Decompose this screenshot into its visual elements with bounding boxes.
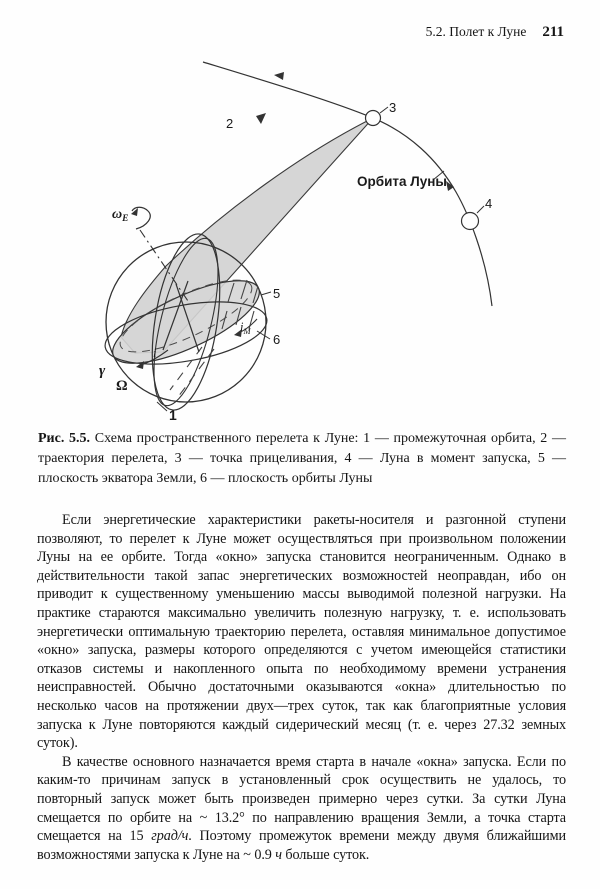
im-sub-glyph: M — [243, 326, 251, 336]
p2-seg2: . Поэтому промежуток времени между двумя ближайшими возможностями запуска к Луне на ~ 0.9 — [37, 828, 566, 863]
paragraph-1: Если энергетические характеристики ракеты-носителя и разгонной ступени позволяют, то перелет к Луне может осуществляться при произвольном положении Луны на ее орбите. Тогда «окно» запуска становится неограниченным. Однако в действительности такой запас энергетических возможностей неоправдан, ибо он приводит к существенному уменьшению массы выводимой полезной нагрузки. На практике стараются максимально увеличить полезную нагрузку, т. е. использовать энергетически оптимальную траекторию перелета, оставляя минимальное допустимое «окно» запуска, размеры которого определяются с учетом имеющейся статистики отказов системы и накопленного опыта по необходимому времени устранения неисправностей. Обычно достаточными оказываются «окна» длительностью по несколько часов на протяжении двух—трех суток, так как благоприятные условия запуска к Луне повторяются каждый сидерический месяц (т. е. через 27.32 земных суток). — [37, 512, 566, 752]
aim-point-circle — [366, 111, 381, 126]
incl-im-symbol — [240, 320, 251, 336]
omega-sub-glyph: E — [122, 214, 129, 224]
im-glyph: i — [240, 320, 244, 334]
p2-unit-grad-per-hour: град/ч — [151, 828, 189, 845]
omega-glyph: ω — [112, 207, 123, 222]
figure-caption-label: Рис. 5.5. — [38, 431, 91, 446]
page-number: 211 — [542, 24, 564, 40]
orbit-arrow-top-icon — [274, 72, 284, 80]
incl-i-symbol: i — [153, 346, 157, 360]
transfer-arrow-icon — [256, 113, 266, 124]
moon-orbit-label: Орбита Луны — [357, 174, 447, 189]
label-3: 3 — [389, 100, 397, 115]
rotation-arrow-icon — [131, 208, 138, 216]
node-symbol: Ω — [116, 378, 128, 394]
p2-seg4: больше суток. — [281, 846, 370, 863]
rotation-arrow-arc — [132, 207, 150, 229]
label-4: 4 — [485, 196, 493, 211]
label-2: 2 — [226, 116, 234, 131]
omega-e-symbol — [112, 207, 128, 224]
figure-caption — [38, 429, 566, 488]
moon-at-launch-circle — [462, 213, 479, 230]
label-1: 1 — [169, 407, 177, 423]
figure-5-5-diagram — [0, 0, 600, 428]
body-text — [37, 511, 566, 864]
label-6: 6 — [273, 332, 281, 347]
section-title: 5.2. Полет к Луне — [425, 24, 527, 39]
figure-caption-text: Схема пространственного перелета к Луне: 1 — промежуточная орбита, 2 — траектория перелета, 3 — точка прицеливания, 4 — Луна в момент запуска, 5 — плоскость экватора Земли, 6 — плоскость орбиты Луны — [38, 431, 567, 486]
label-5: 5 — [273, 286, 281, 301]
p2-unit-hour: ч — [275, 846, 282, 863]
p2-seg0: В качестве основного назначается время старта в начале «окна» запуска. Если по каким-то причинам запуск в установленный срок осуществить не удалось, то повторный запуск может быть произведен примерно через сутки. За сутки Луна смещается по орбите на ~ 13.2° по направлению вращения Земли, а точка старта смещается на 15 — [37, 753, 566, 845]
gamma-symbol: γ — [99, 363, 106, 379]
paragraph-2 — [37, 753, 566, 865]
